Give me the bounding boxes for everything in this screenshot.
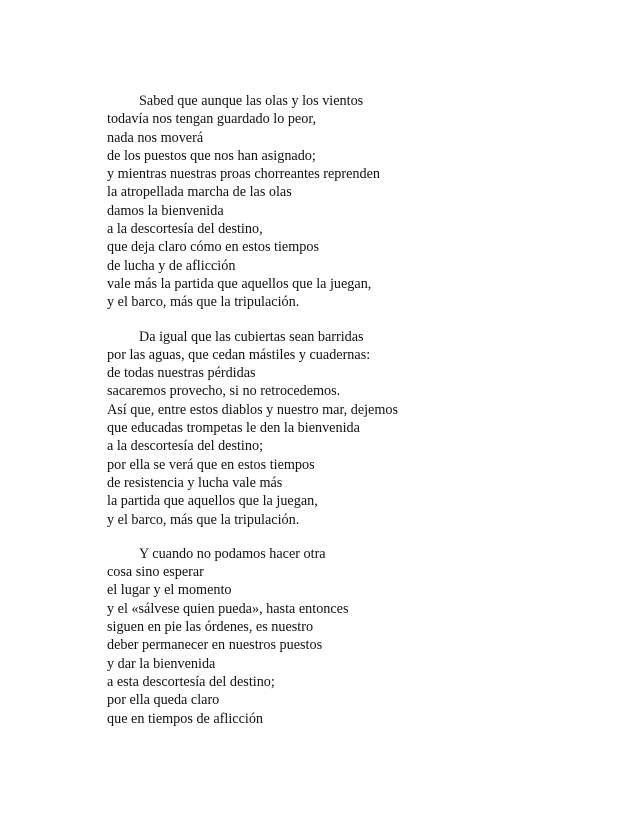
stanza-1 <box>107 92 527 312</box>
poem-line: y dar la bienvenida <box>107 655 216 672</box>
poem-line: la atropellada marcha de las olas <box>107 184 292 201</box>
poem-line: por las aguas, que cedan mástiles y cuadernas: <box>107 346 371 363</box>
poem-line: la partida que aquellos que la juegan, <box>107 493 318 510</box>
poem-line: nada nos moverá <box>107 129 204 146</box>
poem-line: a esta descortesía del destino; <box>107 673 275 690</box>
poem-line: vale más la partida que aquellos que la juegan, <box>107 275 372 292</box>
poem-line: que educadas trompetas le den la bienvenida <box>107 420 360 437</box>
stanza-2 <box>107 328 527 529</box>
poem-line: y el «sálvese quien pueda», hasta entonces <box>107 600 349 617</box>
poem-line: todavía nos tengan guardado lo peor, <box>107 111 317 128</box>
poem-line: y el barco, más que la tripulación. <box>107 294 300 311</box>
poem-line: a la descortesía del destino; <box>107 438 264 455</box>
poem-line: por ella se verá que en estos tiempos <box>107 456 315 473</box>
poem-line: sacaremos provecho, si no retrocedemos. <box>107 383 341 400</box>
poem-line: a la descortesía del destino, <box>107 221 263 238</box>
poem-line: Sabed que aunque las olas y los vientos <box>139 93 364 109</box>
poem-line: que deja claro cómo en estos tiempos <box>107 239 319 256</box>
poem-line: Así que, entre estos diablos y nuestro mar, dejemos <box>107 401 399 418</box>
poem-line: cosa sino esperar <box>107 564 204 581</box>
poem-line: y mientras nuestras proas chorreantes reprenden <box>107 166 380 183</box>
poem-line: de los puestos que nos han asignado; <box>107 147 316 164</box>
poem-line: damos la bienvenida <box>107 202 224 219</box>
poem-line: Da igual que las cubiertas sean barridas <box>139 328 364 345</box>
poem-line: y el barco, más que la tripulación. <box>107 511 300 528</box>
poem-line: por ella queda claro <box>107 692 220 709</box>
stanza-3 <box>107 545 527 728</box>
poem-body <box>107 92 527 744</box>
poem-line: de resistencia y lucha vale más <box>107 474 283 491</box>
poem-line: Y cuando no podamos hacer otra <box>139 545 326 562</box>
poem-line: que en tiempos de aflicción <box>107 710 264 727</box>
poem-line: siguen en pie las órdenes, es nuestro <box>107 619 314 636</box>
poem-line: de todas nuestras pérdidas <box>107 365 256 382</box>
poem-line: de lucha y de aflicción <box>107 257 236 274</box>
poem-line: el lugar y el momento <box>107 582 232 599</box>
poem-line: deber permanecer en nuestros puestos <box>107 637 323 654</box>
